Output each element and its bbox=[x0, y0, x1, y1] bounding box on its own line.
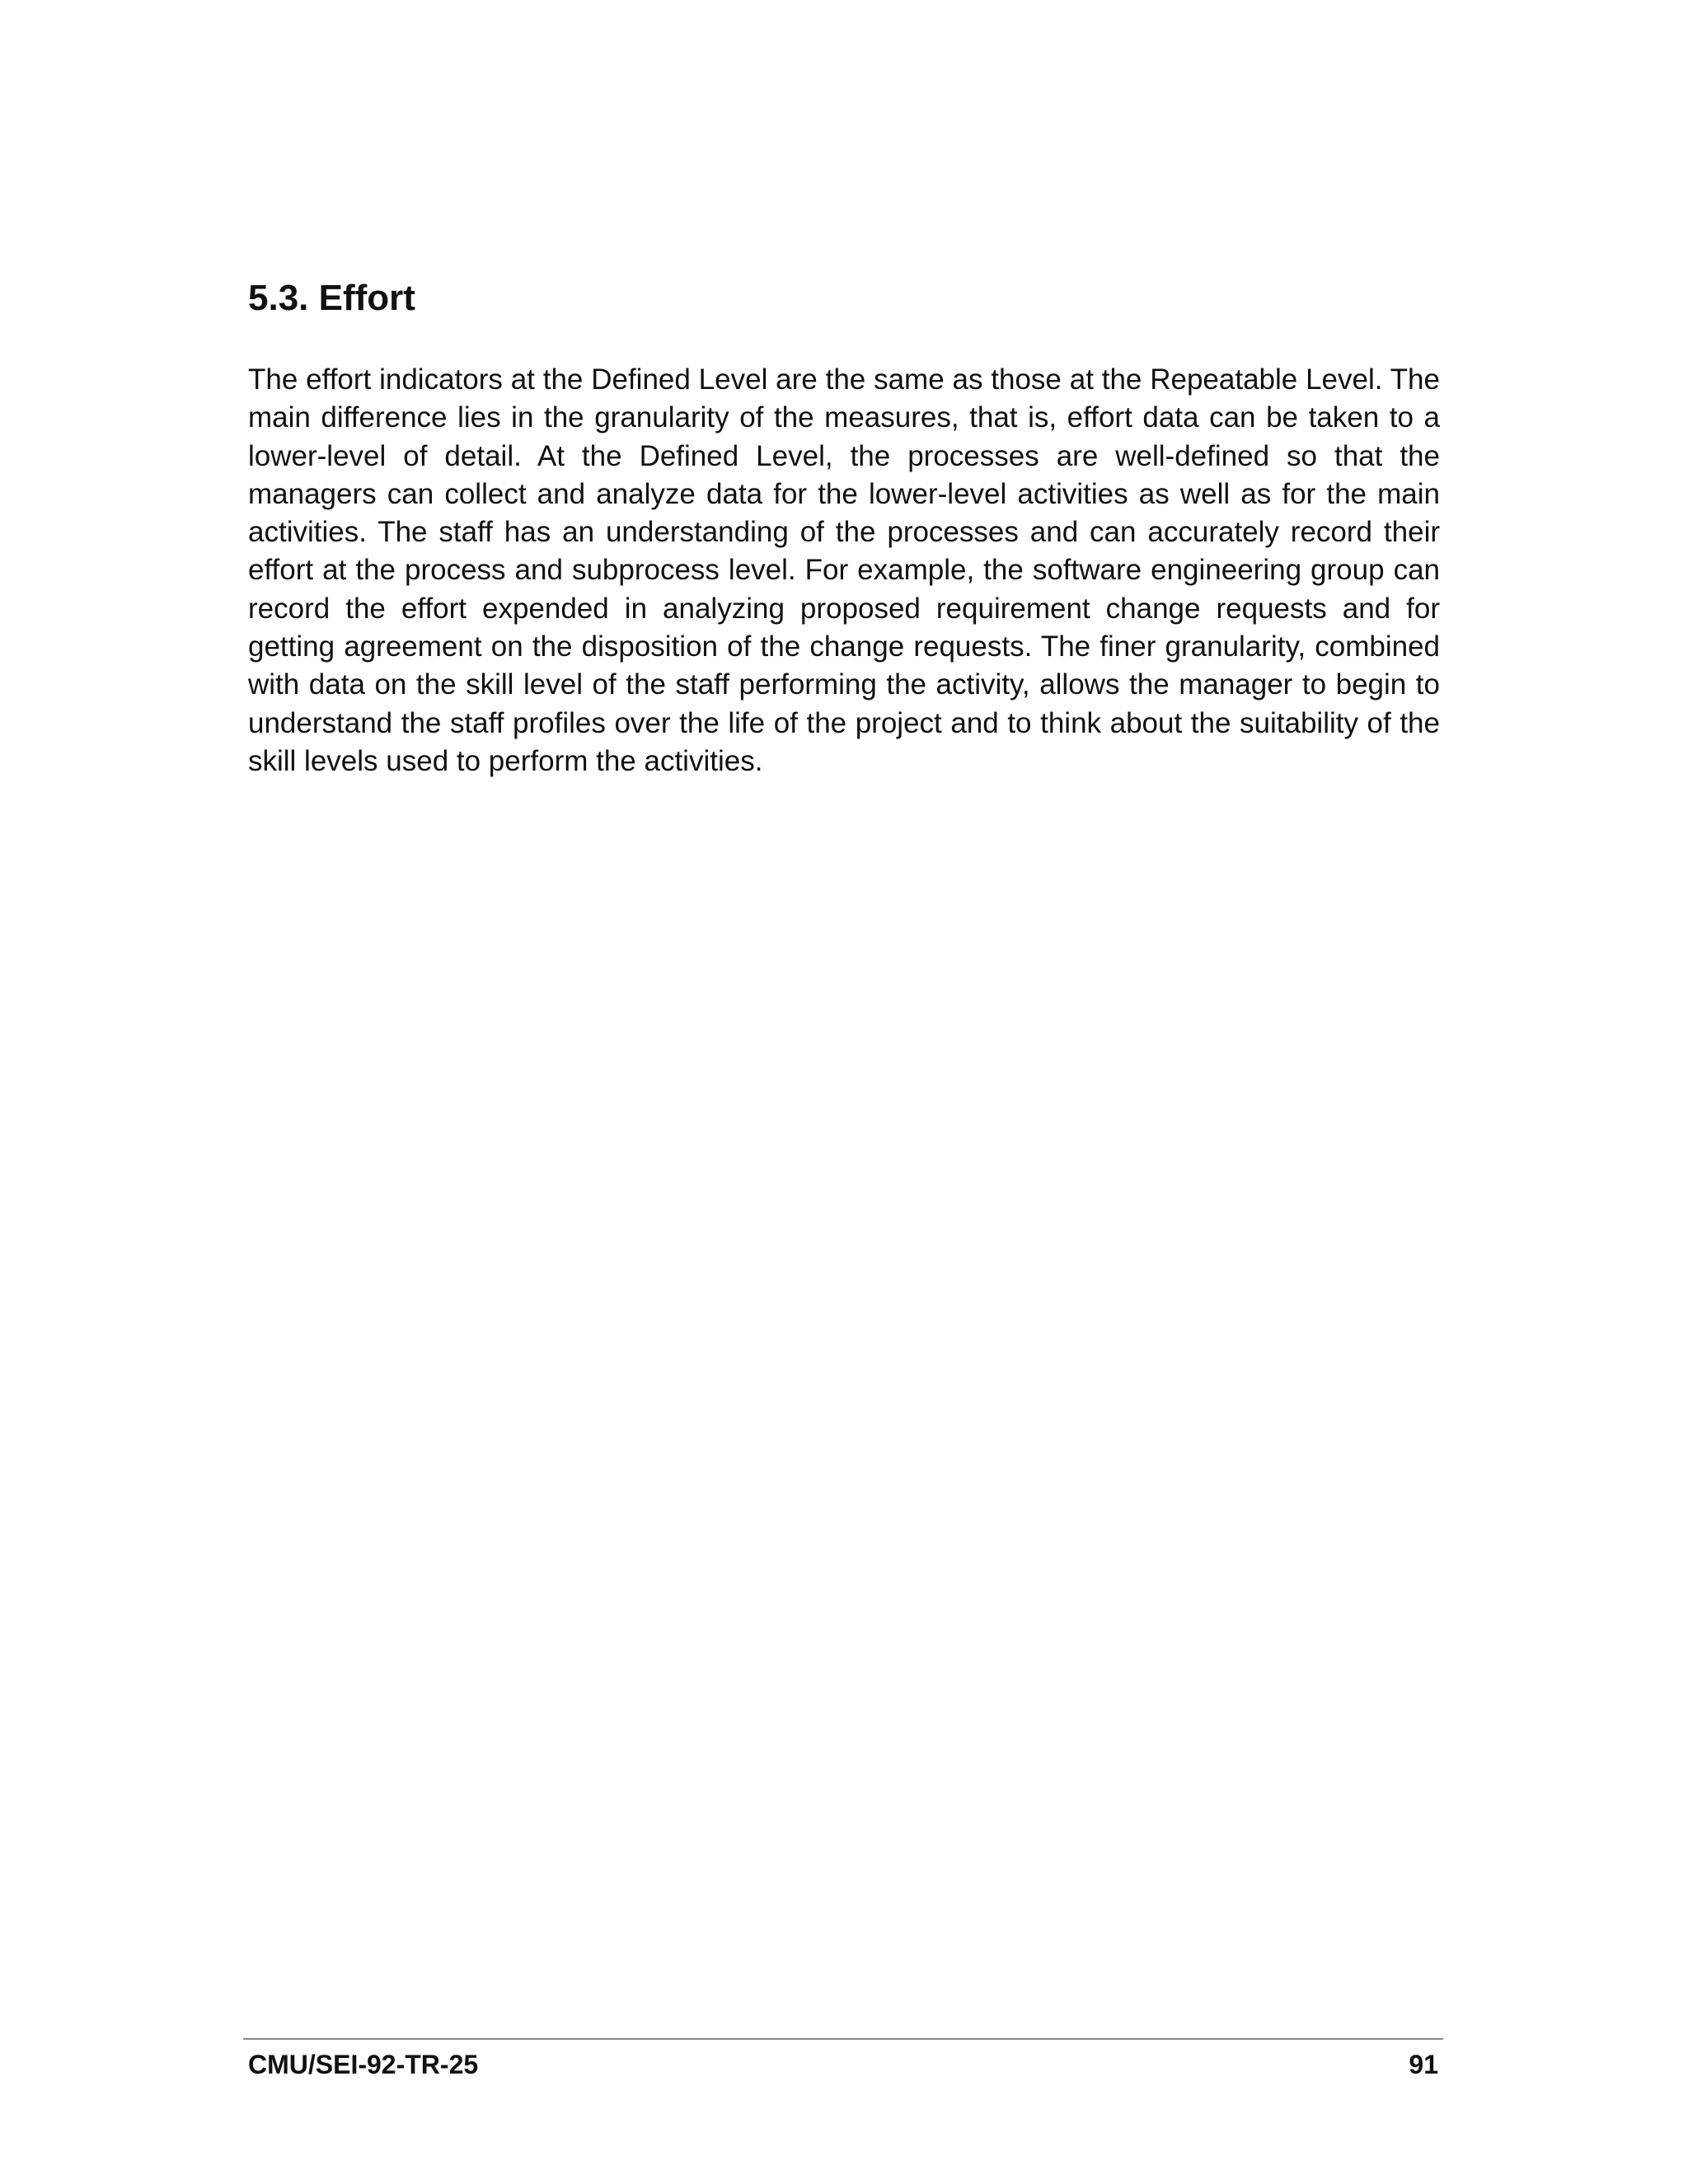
section-heading: 5.3. Effort bbox=[248, 278, 415, 318]
footer-divider bbox=[243, 2038, 1443, 2040]
footer-page-number: 91 bbox=[1409, 2050, 1438, 2079]
footer-report-id: CMU/SEI-92-TR-25 bbox=[248, 2050, 479, 2079]
body-paragraph: The effort indicators at the Defined Level are the same as those at the Repeatable Level. The main difference lies in the granularity of the measures, that is, effort data can be taken to a lower-level of detail. At the Defined Level, the processes are well-defined so that the managers can collect and analyze data for the lower-level activities as well as for the main activities. The staff has an understanding of the processes and can accurately record their effort at the process and subprocess level. For example, the software engineering group can record the effort expended in analyzing proposed requirement change requests and for getting agreement on the disposition of the change requests. The finer granularity, combined with data on the skill level of the staff performing the activity, allows the manager to begin to understand the staff profiles over the life of the project and to think about the suitability of the skill levels used to perform the activities. bbox=[248, 363, 1440, 777]
